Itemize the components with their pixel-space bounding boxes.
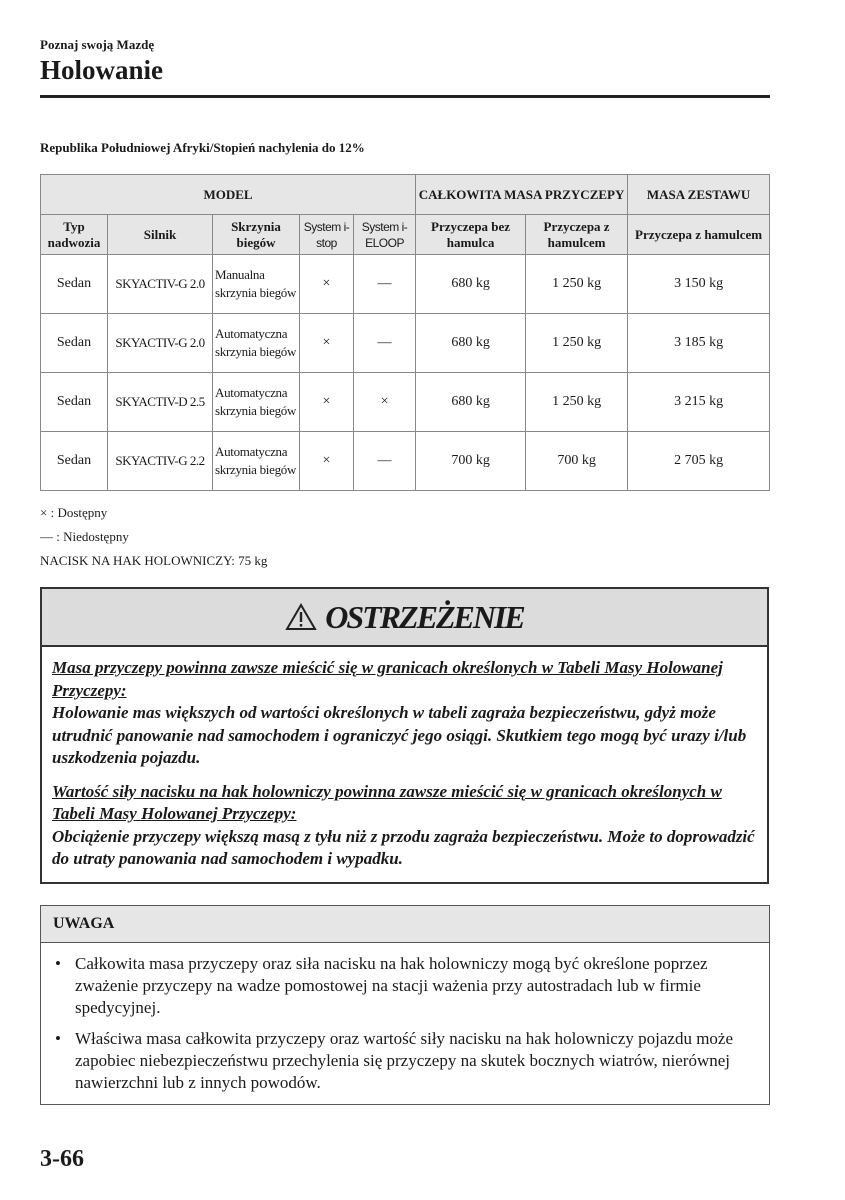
bullet-icon: • bbox=[55, 954, 61, 973]
warning-text-2: Obciążenie przyczepy większą masą z tyłu niż z przodu zagraża bezpieczeństwu. Może to doprowadzić do utraty panowania nad samochodem i wypadku. bbox=[52, 826, 755, 868]
cell-with-brake: 1 250 kg bbox=[526, 373, 628, 432]
hitch-load: NACISK NA HAK HOLOWNICZY: 75 kg bbox=[40, 553, 268, 568]
cell-engine: SKYACTIV-D 2.5 bbox=[108, 373, 213, 432]
warning-box bbox=[40, 587, 769, 884]
warning-paragraph bbox=[52, 657, 755, 770]
header-total-mass: CAŁKOWITA MASA PRZYCZEPY bbox=[416, 175, 628, 215]
note-text: Właściwa masa całkowita przyczepy oraz wartość siły nacisku na hak holowniczy pojazdu może zapobiec niebezpieczeństwu przechylenia się przyczepy na skutek bocznych wiatrów, nierównej nawierzchni lub z innych powodów. bbox=[75, 1029, 734, 1092]
header-combo-mass: MASA ZESTAWU bbox=[628, 175, 770, 215]
page-title: Holowanie bbox=[40, 55, 164, 85]
cell-istop: × bbox=[300, 314, 354, 373]
cell-combo: 2 705 kg bbox=[628, 432, 770, 491]
cell-body: Sedan bbox=[41, 432, 108, 491]
col-no-brake: Przyczepa bez hamulca bbox=[416, 215, 526, 255]
col-transmission: Skrzynia biegów bbox=[213, 215, 300, 255]
note-text: Całkowita masa przyczepy oraz siła nacisku na hak holowniczy mogą być określone poprzez zważenie przyczepy na wadze pomostowej na stacji ważenia przy autostradach lub w firmie spedycyjnej. bbox=[75, 954, 708, 1017]
cell-transmission: Automatyczna skrzynia biegów bbox=[213, 314, 300, 373]
cell-ieloop: — bbox=[354, 255, 416, 314]
towing-table bbox=[40, 174, 770, 491]
cell-istop: × bbox=[300, 373, 354, 432]
col-engine: Silnik bbox=[108, 215, 213, 255]
col-body-type: Typ nadwozia bbox=[41, 215, 108, 255]
cell-no-brake: 680 kg bbox=[416, 373, 526, 432]
cell-engine: SKYACTIV-G 2.0 bbox=[108, 255, 213, 314]
warning-body bbox=[42, 647, 767, 871]
breadcrumb: Poznaj swoją Mazdę bbox=[40, 37, 155, 52]
note-box bbox=[40, 905, 770, 1105]
bullet-icon: • bbox=[55, 1029, 61, 1048]
header-model: MODEL bbox=[41, 175, 416, 215]
table-row bbox=[41, 255, 770, 314]
table-row bbox=[41, 432, 770, 491]
cell-no-brake: 680 kg bbox=[416, 314, 526, 373]
cell-ieloop: — bbox=[354, 432, 416, 491]
cell-transmission: Manualna skrzynia biegów bbox=[213, 255, 300, 314]
cell-body: Sedan bbox=[41, 255, 108, 314]
title-divider bbox=[40, 95, 770, 98]
col-ieloop: System i-ELOOP bbox=[354, 215, 416, 255]
warning-header bbox=[42, 589, 767, 647]
table-row bbox=[41, 373, 770, 432]
cell-combo: 3 185 kg bbox=[628, 314, 770, 373]
cell-body: Sedan bbox=[41, 373, 108, 432]
cell-with-brake: 700 kg bbox=[526, 432, 628, 491]
cell-ieloop: — bbox=[354, 314, 416, 373]
cell-transmission: Automatyczna skrzynia biegów bbox=[213, 373, 300, 432]
table-caption: Republika Południowej Afryki/Stopień nachylenia do 12% bbox=[40, 140, 365, 155]
cell-istop: × bbox=[300, 255, 354, 314]
cell-engine: SKYACTIV-G 2.0 bbox=[108, 314, 213, 373]
warning-title: OSTRZEŻENIE bbox=[325, 598, 524, 635]
cell-combo: 3 215 kg bbox=[628, 373, 770, 432]
cell-engine: SKYACTIV-G 2.2 bbox=[108, 432, 213, 491]
warning-heading-2: Wartość siły nacisku na hak holowniczy powinna zawsze mieścić się w granicach określonych w Tabeli Masy Holowanej Przyczepy: bbox=[52, 781, 722, 823]
cell-no-brake: 700 kg bbox=[416, 432, 526, 491]
page-number: 3-66 bbox=[40, 1146, 84, 1172]
warning-text-1: Holowanie mas większych od wartości określonych w tabeli zagraża bezpieczeństwu, gdyż może utrudnić panowanie nad samochodem i ograniczyć jego osiągi. Skutkiem tego mogą być urazy i/lub uszkodzenia pojazdu. bbox=[52, 703, 747, 767]
cell-ieloop: × bbox=[354, 373, 416, 432]
col-combo-with-brake: Przyczepa z hamulcem bbox=[628, 215, 770, 255]
cell-with-brake: 1 250 kg bbox=[526, 314, 628, 373]
legend-available: × : Dostępny bbox=[40, 505, 108, 520]
legend-unavailable: — : Niedostępny bbox=[40, 529, 129, 544]
cell-no-brake: 680 kg bbox=[416, 255, 526, 314]
note-body bbox=[41, 943, 769, 1094]
cell-body: Sedan bbox=[41, 314, 108, 373]
cell-with-brake: 1 250 kg bbox=[526, 255, 628, 314]
warning-triangle-icon bbox=[285, 603, 317, 631]
table-row bbox=[41, 314, 770, 373]
warning-paragraph bbox=[52, 781, 755, 871]
col-istop: System i-stop bbox=[300, 215, 354, 255]
cell-istop: × bbox=[300, 432, 354, 491]
cell-transmission: Automatyczna skrzynia biegów bbox=[213, 432, 300, 491]
list-item bbox=[55, 953, 757, 1019]
note-title: UWAGA bbox=[41, 906, 769, 943]
list-item bbox=[55, 1028, 757, 1094]
warning-heading-1: Masa przyczepy powinna zawsze mieścić się w granicach określonych w Tabeli Masy Holowanej Przyczepy: bbox=[52, 658, 723, 700]
col-with-brake: Przyczepa z hamulcem bbox=[526, 215, 628, 255]
cell-combo: 3 150 kg bbox=[628, 255, 770, 314]
